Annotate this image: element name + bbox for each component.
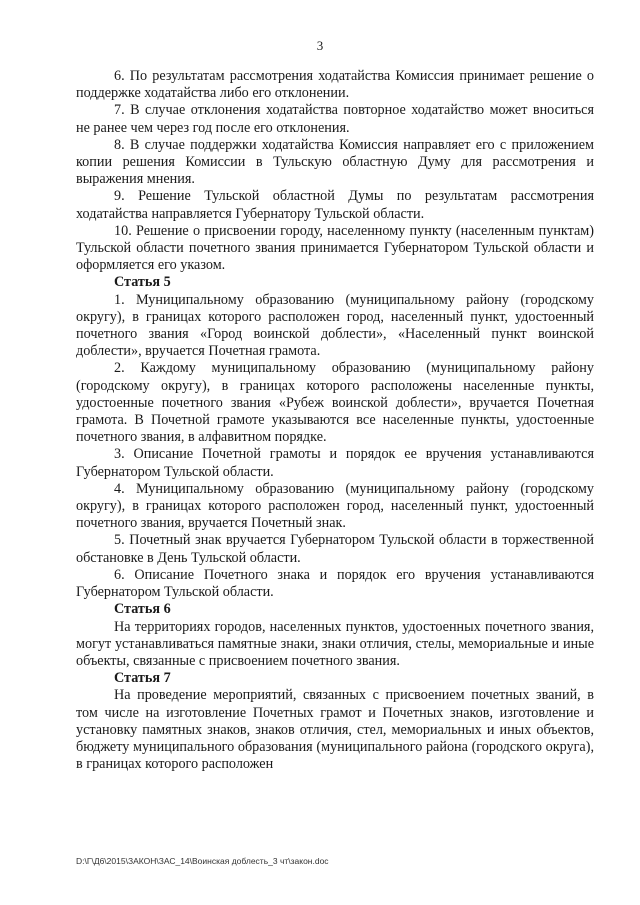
paragraph: 6. Описание Почетного знака и порядок его вручения устанавливаются Губернатором Тульской области.	[76, 566, 594, 601]
page-number: 3	[316, 38, 324, 53]
article-7-heading: Статья 7	[114, 670, 171, 687]
document-body	[76, 68, 594, 773]
article-6-heading: Статья 6	[114, 601, 171, 618]
paragraph: 10. Решение о присвоении городу, населенному пункту (населенным пунктам) Тульской области почетного звания принимается Губернатором Тульской области и оформляется его указом.	[76, 222, 594, 274]
paragraph: 5. Почетный знак вручается Губернатором Тульской области в торжественной обстановке в День Тульской области.	[76, 532, 594, 566]
paragraph: 7. В случае отклонения ходатайства повторное ходатайство может вноситься не ранее чем через год после его отклонения.	[76, 102, 594, 136]
paragraph: 3. Описание Почетной грамоты и порядок ее вручения устанавливаются Губернатором Тульской области.	[76, 446, 594, 480]
paragraph: На территориях городов, населенных пунктов, удостоенных почетного звания, могут устанавливаться памятные знаки, знаки отличия, стелы, мемориальные и иные объекты, связанные с присвоением почетного звания.	[76, 618, 594, 669]
paragraph: 4. Муниципальному образованию (муниципальному району (городскому округу), в границах которого расположен город, населенный пункт, удостоенный почетного звания, вручается Почетный знак.	[76, 480, 594, 532]
paragraph: 6. По результатам рассмотрения ходатайства Комиссия принимает решение о поддержке ходатайства либо его отклонении.	[76, 68, 594, 102]
article-5-heading: Статья 5	[114, 274, 171, 291]
paragraph: На проведение мероприятий, связанных с присвоением почетных званий, в том числе на изготовление Почетных грамот и Почетных знаков, изготовление и установку памятных знаков, знаков отличия, стел, мемориальных и иных объектов, бюджету муниципального образования (муниципального района (городского округа), в границах которого расположен	[76, 687, 594, 773]
paragraph: 2. Каждому муниципальному образованию (муниципальному району (городскому округу), в границах которого расположены населенные пункты, удостоенные почетного звания «Рубеж воинской доблести», вручается Почетная грамота. В Почетной грамоте указываются все населенные пункты, удостоенные почетного звания, в алфавитном порядке.	[76, 360, 594, 446]
file-path-footer: D:\Г\Д6\2015\ЗАКОН\ЗАС_14\Воинская доблесть_3 чт\закон.doc	[76, 856, 329, 866]
paragraph: 8. В случае поддержки ходатайства Комиссия направляет его с приложением копии решения Комиссии в Тульскую областную Думу для рассмотрения и выражения мнения.	[76, 136, 594, 188]
paragraph: 9. Решение Тульской областной Думы по результатам рассмотрения ходатайства направляется Губернатору Тульской области.	[76, 188, 594, 222]
paragraph: 1. Муниципальному образованию (муниципальному району (городскому округу), в границах которого расположен город, населенный пункт, удостоенный почетного звания «Город воинской доблести», «Населенный пункт воинской доблести», вручается Почетная грамота.	[76, 291, 594, 360]
